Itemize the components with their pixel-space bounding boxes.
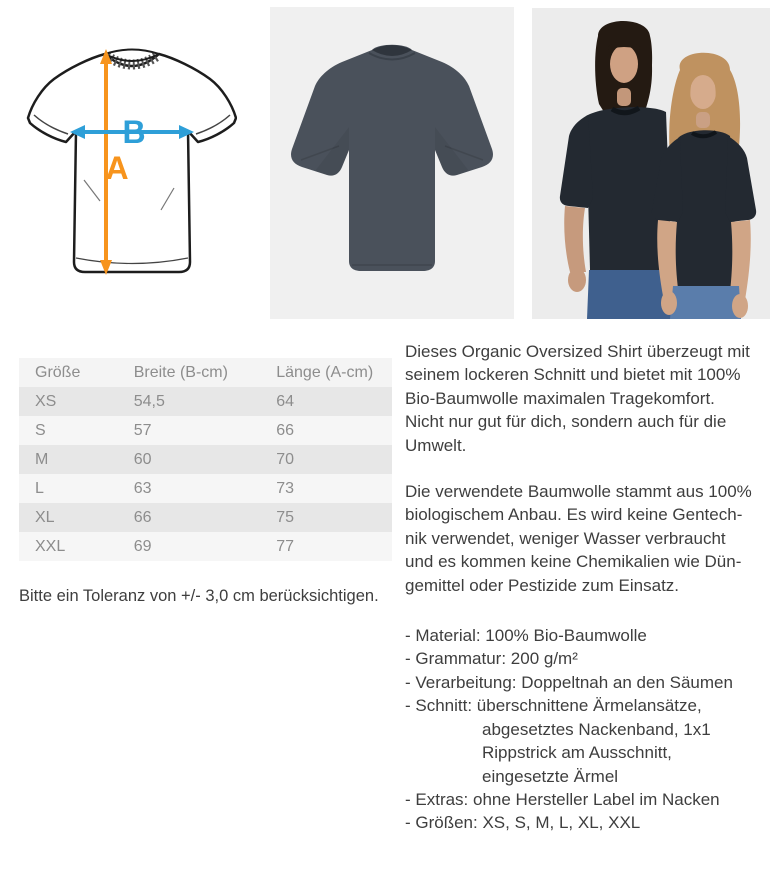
description-line: Die verwendete Baumwolle stammt aus 100%: [405, 482, 752, 502]
cell-length: 70: [276, 450, 295, 468]
table-row: [19, 474, 392, 503]
man-neck: [617, 88, 631, 106]
tshirt-outline: [28, 54, 236, 272]
cell-width: 57: [133, 421, 152, 439]
cell-size: XXL: [35, 537, 66, 555]
man-face: [610, 45, 638, 83]
detail-item-verarbeitung: - Verarbeitung: Doppeltnah an den Säumen: [405, 672, 733, 692]
description-paragraph-2: [405, 480, 777, 597]
cell-width: 54,5: [133, 392, 165, 410]
size-measurement-diagram: [22, 38, 237, 288]
column-header-length: Länge (A-cm): [276, 363, 374, 381]
size-diagram-svg: [22, 38, 237, 288]
width-label: B: [122, 114, 146, 150]
detail-item-material: - Material: 100% Bio-Baumwolle: [405, 626, 647, 646]
woman-neck: [696, 112, 710, 128]
table-row: [19, 532, 392, 561]
cell-size: M: [35, 450, 49, 468]
detail-item-schnitt-cont: eingesetzte Ärmel: [482, 766, 619, 786]
size-table: [19, 358, 392, 561]
collar-back-arc: [105, 50, 159, 55]
description-line: gemittel oder Pestizide zum Einsatz.: [405, 575, 680, 595]
cell-length: 66: [276, 421, 295, 439]
cell-size: XL: [35, 508, 55, 526]
description-line: Bio-Baumwolle maximalen Tragekomfort.: [405, 388, 715, 408]
cell-size: XS: [35, 392, 57, 410]
product-photo-front: [270, 7, 514, 319]
description-line: seinem lockeren Schnitt und bietet mit 100%: [405, 365, 741, 385]
description-line: Nicht nur gut für dich, sondern auch für die: [405, 412, 727, 432]
woman-hand-left: [661, 291, 677, 315]
length-label: A: [105, 150, 129, 186]
description-line: Dieses Organic Oversized Shirt überzeugt mit: [405, 342, 750, 361]
column-header-size: Größe: [35, 363, 81, 381]
cell-size: L: [35, 479, 44, 497]
product-description: [405, 340, 777, 835]
models-photo: [532, 8, 770, 319]
description-line: biologischem Anbau. Es wird keine Gentech-: [405, 505, 743, 525]
cell-width: 60: [133, 450, 152, 468]
man-hand: [568, 268, 586, 292]
description-paragraph-1: [405, 340, 777, 457]
detail-item-extras: - Extras: ohne Hersteller Label im Nacken: [405, 789, 720, 809]
tolerance-note: Bitte ein Toleranz von +/- 3,0 cm berücksichtigen.: [19, 586, 379, 605]
column-header-width: Breite (B-cm): [133, 363, 228, 381]
detail-item-grammatur: - Grammatur: 200 g/m²: [405, 649, 578, 669]
models-illustration-svg: [532, 8, 770, 319]
woman-face: [690, 75, 716, 109]
cell-length: 77: [276, 537, 295, 555]
table-header-row: [19, 358, 392, 387]
cell-size: S: [35, 421, 46, 439]
cell-width: 63: [133, 479, 152, 497]
detail-item-schnitt: - Schnitt: überschnittene Ärmelansätze,: [405, 696, 702, 716]
cell-length: 64: [276, 392, 295, 410]
table-row: [19, 416, 392, 445]
product-shirt-svg: [270, 7, 514, 319]
table-row: [19, 445, 392, 474]
cell-length: 75: [276, 508, 295, 526]
cell-length: 73: [276, 479, 295, 497]
product-details-list: [405, 624, 777, 835]
description-line: Umwelt.: [405, 435, 467, 455]
description-line: und es kommen keine Chemikalien wie Dün-: [405, 552, 742, 572]
detail-item-schnitt-cont: Rippstrick am Ausschnitt,: [482, 743, 672, 763]
table-row: [19, 387, 392, 416]
table-row: [19, 503, 392, 532]
woman-jeans: [670, 286, 741, 319]
description-line: nik verwendet, weniger Wasser verbraucht: [405, 528, 726, 548]
woman-hand-right: [732, 294, 748, 318]
detail-item-groessen: - Größen: XS, S, M, L, XL, XXL: [405, 813, 641, 833]
detail-item-schnitt-cont: abgesetztes Nackenband, 1x1: [482, 719, 711, 739]
cell-width: 69: [133, 537, 152, 555]
cell-width: 66: [133, 508, 152, 526]
